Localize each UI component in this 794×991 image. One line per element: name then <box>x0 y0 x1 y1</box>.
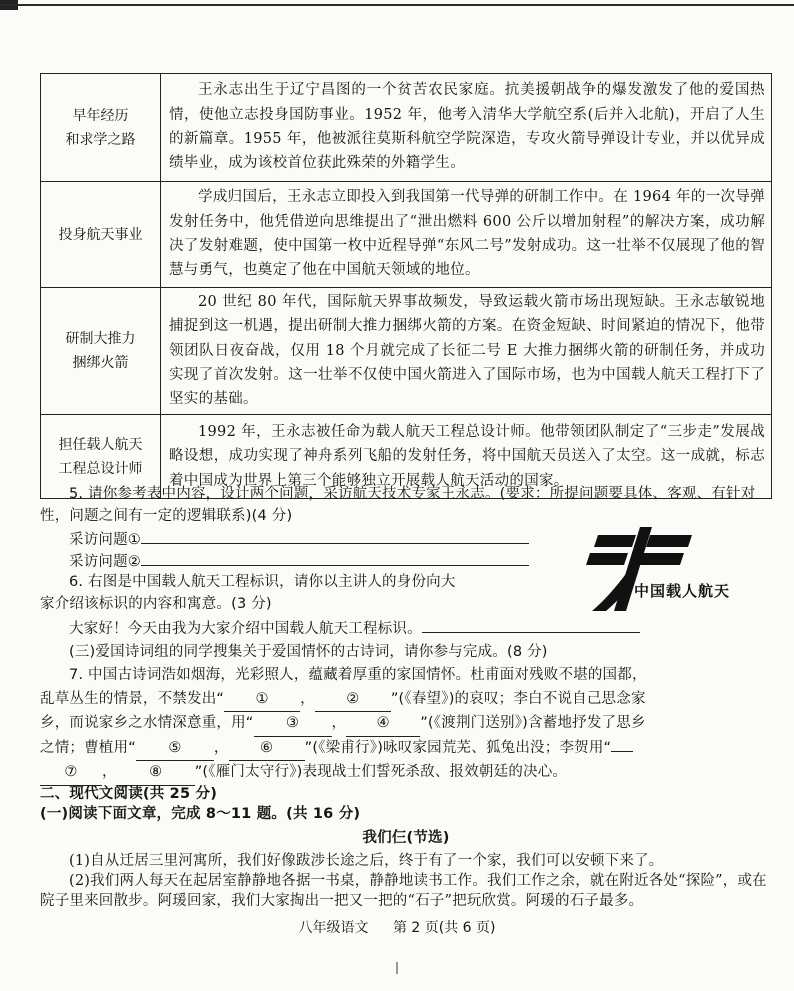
essay-paragraph-2: (2)我们两人每天在起居室静静地各据一书桌，静静地读书工作。我们工作之余，就在附近各处“探险”，或在院子里来回散步。阿瑗回家，我们大家掏出一把又一把的“石子”把玩欣赏。阿瑗的石子最多。 <box>40 873 767 909</box>
q7-line <box>40 712 772 737</box>
answer-field-2[interactable] <box>141 565 529 566</box>
question-6 <box>40 571 560 615</box>
part-2 <box>40 784 772 911</box>
q7-text: ， <box>213 739 229 756</box>
table-row <box>41 288 772 415</box>
q7-text: ， <box>300 690 315 707</box>
blank-3[interactable]: ③ <box>254 712 332 737</box>
answer-field-3[interactable] <box>422 632 640 633</box>
row-label-line: 研制大推力 <box>65 331 136 348</box>
row-label-line: 捆绑火箭 <box>72 355 129 372</box>
row-label-line: 和求学之路 <box>65 131 136 148</box>
row-label <box>41 288 161 415</box>
q7-line <box>40 688 772 713</box>
row-label <box>41 74 161 182</box>
part-2-subheading: (一)阅读下面文章，完成 8～11 题。(共 16 分) <box>40 806 361 822</box>
footer-page-number: 第 2 页(共 6 页) <box>392 920 496 936</box>
blank-6[interactable]: ⑥ <box>229 737 305 762</box>
question-5-prompt: 5. 请你参考表中内容，设计两个问题，采访航天技术专家王永志。(要求：所提问题要具体、客观、有针对性，问题之间有一定的逻辑联系)(4 分) <box>40 486 756 524</box>
row-label-line: 工程总设计师 <box>58 460 143 477</box>
row-label-line: 担任载人航天 <box>58 436 143 453</box>
table-row <box>41 74 772 182</box>
q7-line <box>40 761 772 786</box>
q7-text: ， <box>331 715 347 731</box>
part-2-heading: 二、现代文阅读(共 25 分) <box>40 786 218 802</box>
section-3-heading: (三)爱国诗词组的同学搜集关于爱国情怀的古诗词，请你参与完成。(8 分) <box>69 644 548 660</box>
q7-text: ”(《渡荆门送别》)含蓄地抒发了思乡 <box>420 715 646 731</box>
essay-paragraph-1: (1)自从迁居三里河寓所，我们好像跋涉长途之后，终于有了一个家，我们可以安顿下来了。 <box>69 853 664 869</box>
biography-table <box>40 73 772 499</box>
row-label <box>41 182 161 288</box>
row-text: 学成归国后，王永志立即投入到我国第一代导弹的研制工作中。在 1964 年的一次导弹发射任务中，他凭借逆向思维提出了“泄出燃料 600 公斤以增加射程”的解决方案，成功解决了发射难题，使中国第一枚中近程导弹“东风二号”发射成功。这一壮举不仅展现了他的智慧与勇气，也奠定了他在中国航天领域的地位。 <box>161 182 772 288</box>
q7-text: ”(《春望》)的哀叹；李白不说自己思念家 <box>390 690 646 707</box>
blank-5[interactable]: ⑤ <box>136 737 214 762</box>
q7-text: 乱草丛生的情景，不禁发出“ <box>40 690 225 707</box>
q7-text: ”(《梁甫行》)咏叹家园荒芜、狐兔出没；李贺用“ <box>304 739 612 756</box>
page-footer <box>0 917 794 937</box>
q7-text: ， <box>102 764 117 780</box>
footer-subject: 八年级语文 <box>298 920 369 936</box>
row-text: 20 世纪 80 年代，国际航天界事故频发，导致运载火箭市场出现短缺。王永志敏锐地捕捉到这一机遇，提出研制大推力捆绑火箭的方案。在资金短缺、时间紧迫的情况下，他带领团队日夜奋战，仅用 18 个月就完成了长征二号 E 大推力捆绑火箭的研制任务，并成功实现了首次发射。这一壮举不仅使中国火箭进入了国际市场，也为中国载人航天工程打下了坚实的基础。 <box>161 288 772 415</box>
q7-line <box>40 737 772 762</box>
blank-7[interactable]: ⑦ <box>40 761 102 786</box>
answer-label: 采访问题① <box>69 532 141 548</box>
row-text: 1992 年，王永志被任命为载人航天工程总设计师。他带领团队制定了“三步走”发展战略设想，成功实现了神舟系列飞船的发射任务，将中国航天员送入了太空。这一成就，标志着中国成为世界上第三个能够独立开展载人航天活动的国家。 <box>161 415 772 499</box>
question-6-answer <box>40 618 772 640</box>
question-7 <box>40 664 772 786</box>
blank-4[interactable]: ④ <box>346 712 420 737</box>
top-rule <box>0 4 794 6</box>
essay-title: 我们仨(节选) <box>362 830 450 846</box>
q7-text: 之情；曹植用“ <box>40 739 136 756</box>
row-label-line: 早年经历 <box>72 107 129 124</box>
q7-text: 乡，而说家乡之水情深意重，用“ <box>40 715 254 731</box>
blank-7-start[interactable] <box>611 751 633 752</box>
q7-line: 7. 中国古诗词浩如烟海，光彩照人，蕴藏着厚重的家国情怀。杜甫面对残败不堪的国都， <box>69 667 647 683</box>
row-text: 王永志出生于辽宁昌图的一个贫苦农民家庭。抗美援朝战争的爆发激发了他的爱国热情，使他立志投身国防事业。1952 年，他考入清华大学航空系(后并入北航)，开启了人生的新篇章。1955 年，他被派往莫斯科航空学院深造，专攻火箭导弹设计专业，并以优异成绩毕业，成为该校首位获此殊荣的外籍学生。 <box>161 74 772 182</box>
blank-1[interactable]: ① <box>224 688 300 713</box>
question-6-prompt: 6. 右图是中国载人航天工程标识，请你以主讲人的身份向大 <box>69 574 456 590</box>
blank-2[interactable]: ② <box>315 688 391 713</box>
answer-start-text: 大家好！今天由我为大家介绍中国载人航天工程标识。 <box>69 621 422 637</box>
section-3 <box>40 641 772 663</box>
fold-mark <box>396 962 398 974</box>
row-label-line: 投身航天事业 <box>58 226 143 243</box>
table-row <box>41 182 772 288</box>
q7-text: ”(《雁门太守行》)表现战士们誓死杀敌、报效朝廷的决心。 <box>194 764 568 780</box>
logo-caption: 中国载人航天 <box>634 582 731 600</box>
answer-label: 采访问题② <box>69 554 141 570</box>
blank-8[interactable]: ⑧ <box>117 761 195 786</box>
question-6-prompt: 家介绍该标识的内容和寓意。(3 分) <box>40 596 272 612</box>
answer-field-1[interactable] <box>141 543 529 544</box>
